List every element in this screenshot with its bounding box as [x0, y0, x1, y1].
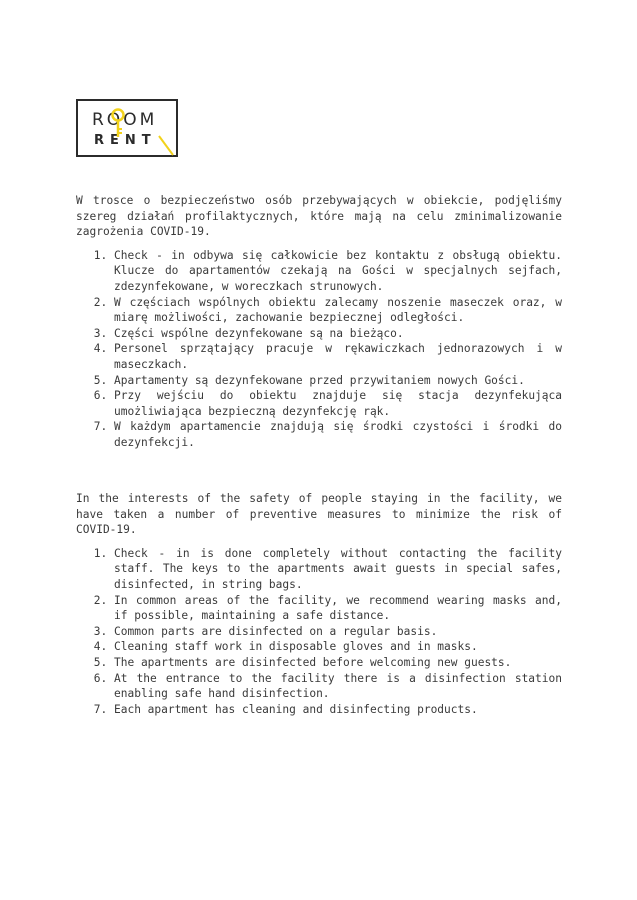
room-rent-logo — [76, 99, 178, 157]
polish-intro: W trosce o bezpieczeństwo osób przebywających w obiekcie, podjęliśmy szereg działań profilaktycznych, które mają na celu zminimalizowanie zagrożenia COVID-19. — [76, 194, 562, 239]
slash-mark-icon — [158, 135, 178, 157]
polish-section — [76, 193, 562, 451]
list-item: 3. Części wspólne dezynfekowane są na bieżąco. — [114, 326, 562, 342]
list-item: 2. W częściach wspólnych obiektu zalecamy noszenie maseczek oraz, w miarę możliwości, zachowanie bezpiecznej odległości. — [114, 295, 562, 326]
list-item: 2. In common areas of the facility, we recommend wearing masks and, if possible, maintaining a safe distance. — [114, 593, 562, 624]
list-item: 6. Przy wejściu do obiektu znajduje się stacja dezynfekująca umożliwiająca bezpieczną dezynfekcję rąk. — [114, 388, 562, 419]
list-item: 7. W każdym apartamencie znajdują się środki czystości i środki do dezynfekcji. — [114, 419, 562, 450]
list-item: 5. The apartments are disinfected before welcoming new guests. — [114, 655, 562, 671]
key-icon — [111, 108, 125, 138]
logo-row1: ROOM — [92, 110, 158, 130]
logo-row2: RENT — [94, 133, 157, 148]
polish-measures-list — [76, 248, 562, 451]
list-item: 1. Check - in odbywa się całkowicie bez kontaktu z obsługą obiektu. Klucze do apartamentów czekają na Gości w specjalnych sejfach, zdezynfekowane, w woreczkach strunowych. — [114, 248, 562, 295]
english-measures-list — [76, 546, 562, 718]
list-item: 4. Personel sprzątający pracuje w rękawiczkach jednorazowych i w maseczkach. — [114, 341, 562, 372]
english-section — [76, 491, 562, 717]
english-intro: In the interests of the safety of people staying in the facility, we have taken a number of preventive measures to minimize the risk of COVID-19. — [76, 492, 562, 537]
list-item: 5. Apartamenty są dezynfekowane przed przywitaniem nowych Gości. — [114, 373, 562, 389]
list-item: 1. Check - in is done completely without contacting the facility staff. The keys to the apartments await guests in special safes, disinfected, in string bags. — [114, 546, 562, 593]
list-item: 7. Each apartment has cleaning and disinfecting products. — [114, 702, 562, 718]
list-item: 3. Common parts are disinfected on a regular basis. — [114, 624, 562, 640]
list-item: 6. At the entrance to the facility there is a disinfection station enabling safe hand disinfection. — [114, 671, 562, 702]
list-item: 4. Cleaning staff work in disposable gloves and in masks. — [114, 639, 562, 655]
